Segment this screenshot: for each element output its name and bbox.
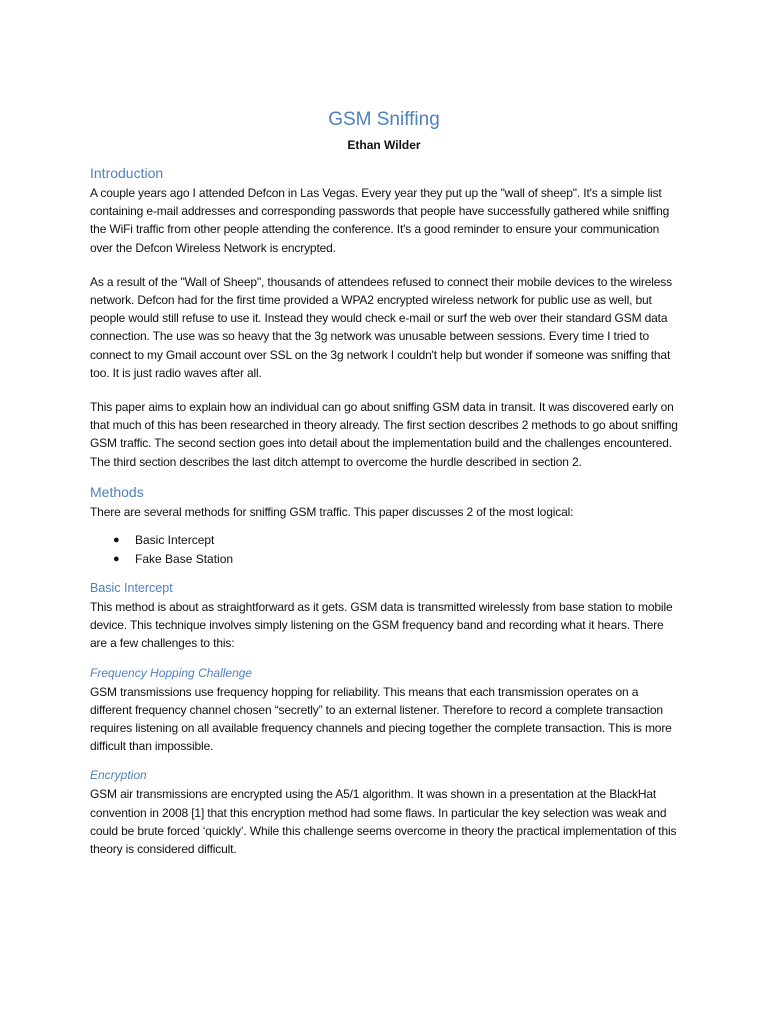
list-item-label: Fake Base Station: [135, 551, 234, 566]
frequency-hopping-heading: Frequency Hopping Challenge: [90, 665, 253, 680]
list-item: [113, 550, 678, 569]
document-title: GSM Sniffing: [328, 109, 440, 130]
encryption-heading: Encryption: [90, 768, 147, 783]
methods-intro: There are several methods for sniffing GSM traffic. This paper discusses 2 of the most logical:: [90, 504, 574, 519]
methods-heading: Methods: [90, 483, 144, 500]
bullet-icon: ●: [113, 552, 120, 565]
introduction-paragraph-1: A couple years ago I attended Defcon in Las Vegas. Every year they put up the "wall of sheep". It's a simple list containing e-mail addresses and corresponding passwords that people have successfully gathered while sniffing the WiFi traffic from other people attending the conference. It's a good reminder to ensure your communication over the Defcon Wireless Network is encrypted.: [90, 186, 670, 255]
introduction-heading: Introduction: [90, 165, 164, 181]
list-item-label: Basic Intercept: [135, 533, 215, 548]
basic-intercept-paragraph: This method is about as straightforward as it gets. GSM data is transmitted wirelessly from base station to mobile device. This technique involves simply listening on the GSM frequency band and recording what it hears. There are a few challenges to this:: [90, 600, 673, 651]
methods-list: [90, 531, 678, 568]
document-author: Ethan Wilder: [347, 138, 421, 152]
introduction-paragraph-3: This paper aims to explain how an individual can go about sniffing GSM data in transit. It was discovered early on that much of this has been researched in theory already. The first section describes 2 methods to go about sniffing GSM traffic. The second section goes into detail about the implementation build and the challenges encountered. The third section describes the last ditch attempt to overcome the hurdle described in section 2.: [90, 400, 678, 469]
frequency-hopping-paragraph: GSM transmissions use frequency hopping for reliability. This means that each transmission operates on a different frequency channel chosen “secretly” to an external listener. Therefore to record a complete transaction requires listening on all available frequency channels and piecing together the complete transaction. This is more difficult than impossible.: [90, 684, 672, 754]
encryption-paragraph: GSM air transmissions are encrypted using the A5/1 algorithm. It was shown in a presentation at the BlackHat convention in 2008 [1] that this encryption method had some flaws. In particular the key selection was weak and could be brute forced ‘quickly’. While this challenge seems overcome in theory the practical implementation of this theory is considered difficult.: [90, 787, 677, 857]
list-item: [113, 531, 678, 550]
basic-intercept-heading: Basic Intercept: [90, 581, 173, 596]
bullet-icon: ●: [113, 534, 120, 547]
document-content: [90, 104, 678, 868]
introduction-paragraph-2: As a result of the "Wall of Sheep", thousands of attendees refused to connect their mobile devices to the wireless network. Defcon had for the first time provided a WPA2 encrypted wireless network for public use as well, but people would still refuse to use it. Instead they would check e-mail or surf the web over their standard GSM data connection. The use was so heavy that the 3g network was unusable between sessions. Every time I tried to connect to my Gmail account over SSL on the 3g network I couldn't help but wonder if someone was sniffing that too. It is just radio waves after all.: [90, 274, 672, 380]
